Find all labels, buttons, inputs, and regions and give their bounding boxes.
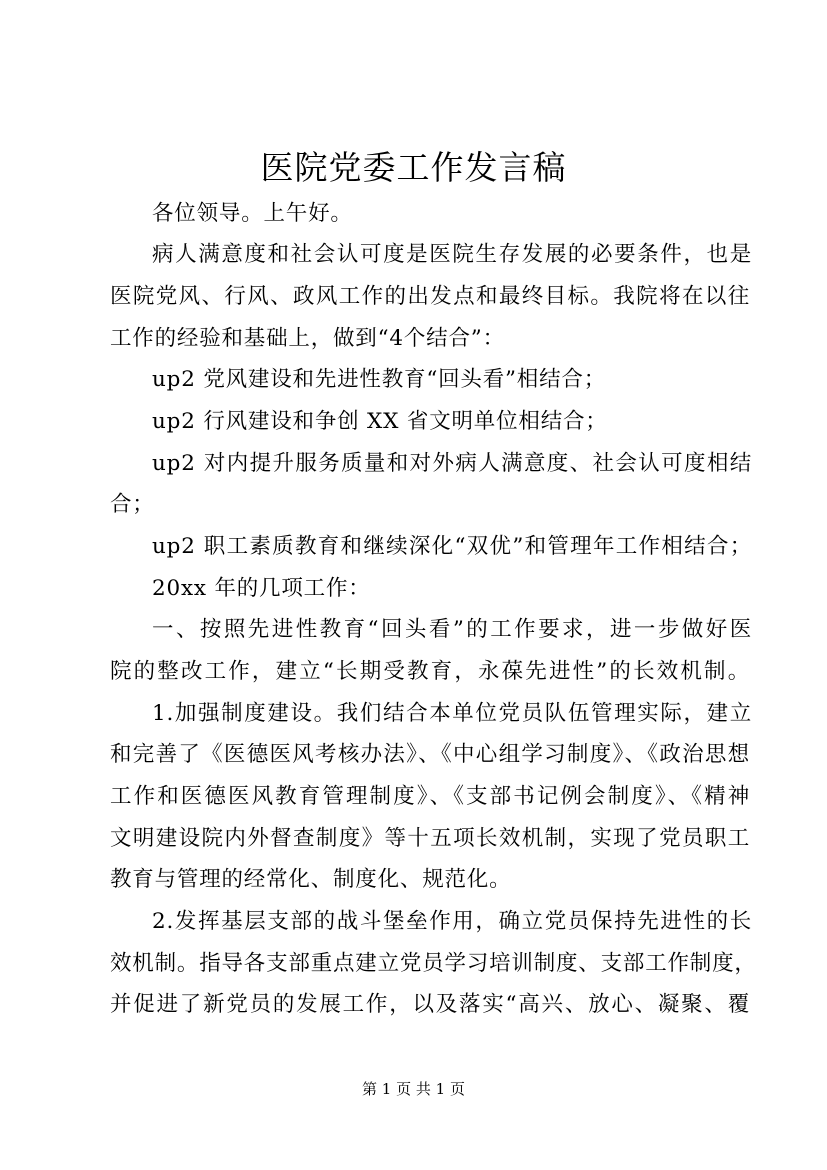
paragraph-line: 工作和医德医风教育管理制度》、《支部书记例会制度》、《精神 bbox=[110, 784, 750, 809]
paragraph-line: 效机制。指导各支部重点建立党员学习培训制度、支部工作制度， bbox=[110, 951, 757, 976]
paragraph-line: 院的整改工作，建立“长期受教育，永葆先进性”的长效机制。 bbox=[110, 659, 750, 684]
paragraph-line: 1.加强制度建设。我们结合本单位党员队伍管理实际，建立 bbox=[152, 701, 752, 726]
list-item: up2 职工素质教育和继续深化“双优”和管理年工作相结合； bbox=[152, 534, 752, 559]
paragraph-line: 教育与管理的经常化、制度化、规范化。 bbox=[110, 867, 512, 892]
paragraph-line: 20xx 年的几项工作： bbox=[152, 576, 371, 601]
document-title: 医院党委工作发言稿 bbox=[260, 148, 567, 187]
page-footer: 第 1 页 共 1 页 bbox=[362, 1080, 465, 1098]
paragraph-line: 病人满意度和社会认可度是医院生存发展的必要条件，也是 bbox=[152, 242, 752, 267]
paragraph-line: 并促进了新党员的发展工作，以及落实“高兴、放心、凝聚、覆 bbox=[110, 992, 750, 1017]
paragraph-line: 文明建设院内外督查制度》等十五项长效机制，实现了党员职工 bbox=[110, 826, 750, 851]
list-item: up2 对内提升服务质量和对外病人满意度、社会认可度相结 bbox=[152, 451, 752, 476]
paragraph-line: 一、按照先进性教育“回头看”的工作要求，进一步做好医 bbox=[152, 617, 752, 642]
list-item: up2 行风建设和争创 XX 省文明单位相结合； bbox=[152, 409, 608, 434]
paragraph-line: 2.发挥基层支部的战斗堡垒作用，确立党员保持先进性的长 bbox=[152, 909, 752, 934]
paragraph-line: 工作的经验和基础上，做到“4个结合”： bbox=[110, 326, 505, 351]
paragraph-line: 医院党风、行风、政风工作的出发点和最终目标。我院将在以往 bbox=[110, 284, 750, 309]
paragraph-line: 和完善了《医德医风考核办法》、《中心组学习制度》、《政治思想 bbox=[110, 742, 750, 767]
paragraph-line: 合； bbox=[110, 492, 155, 517]
list-item: up2 党风建设和先进性教育“回头看”相结合； bbox=[152, 367, 607, 392]
paragraph-line: 各位领导。上午好。 bbox=[152, 201, 353, 226]
